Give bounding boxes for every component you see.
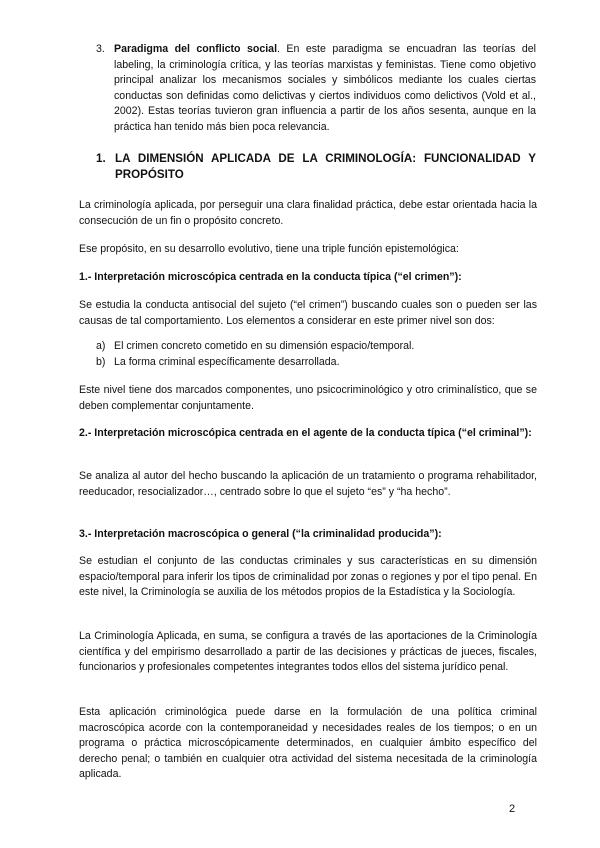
paragraph-macroscopic: Se estudian el conjunto de las conductas criminales y sus características en su dimensión espacio/temporal para inferir los tipos de criminalidad por zonas o regiones y por el tipo penal. En este nivel, la Criminología se auxilia de los métodos propios de la Estadística y la Sociología. — [79, 555, 537, 599]
subheading-2: 2.- Interpretación microscópica centrada en el agente de la conducta típica (“el criminal”): — [79, 427, 532, 439]
list-text: La forma criminal específicamente desarrollada. — [114, 355, 340, 368]
list-marker: a) — [96, 340, 106, 352]
list-text: El crimen concreto cometido en su dimensión espacio/temporal. — [114, 340, 415, 352]
section-heading — [96, 151, 536, 183]
paragraph-components: Este nivel tiene dos marcados componentes, uno psicocriminológico y otro criminalístico, que se deben complementar conjuntamente. — [79, 384, 537, 412]
paragraph-summary: La Criminología Aplicada, en suma, se configura a través de las aportaciones de la Criminología científica y del empirismo desarrollado a partir de las decisiones y prácticas de jueces, fiscales, funcionarios y profesionales competentes integrantes todos ellos del sistema jurídico penal. — [79, 630, 537, 674]
elements-list — [96, 339, 536, 370]
subheading-3: 3.- Interpretación macroscópica o general (“la criminalidad producida”): — [79, 528, 442, 540]
subheading-1: 1.- Interpretación microscópica centrada en la conducta típica (“el crimen”): — [79, 271, 462, 283]
paragraph-criminal: Se analiza al autor del hecho buscando la aplicación de un tratamiento o programa rehabilitador, reeducador, resocializador…, centrado sobre lo que el sujeto “es” y “ha hecho”. — [79, 470, 537, 498]
paradigm-item-3 — [96, 42, 536, 136]
list-marker: b) — [96, 355, 106, 368]
item-number: 3. — [96, 43, 105, 55]
paragraph-crime: Se estudia la conducta antisocial del sujeto (“el crimen”) buscando cuales son o pueden ser las causas de tal comportamiento. Los elementos a considerar en este primer nivel son dos: — [79, 299, 537, 327]
section-title: LA DIMENSIÓN APLICADA DE LA CRIMINOLOGÍA: FUNCIONALIDAD Y PROPÓSITO — [115, 152, 536, 181]
paragraph-application: Esta aplicación criminológica puede darse en la formulación de una política criminal macroscópica acorde con la contemporaneidad y necesidades reales de los tiempos; o en un programa o práctica microscópicamente determinados, en cualquier ámbito específico del derecho penal; o también en cualquier otra actividad del sistema necesitada de la criminología aplicada. — [79, 706, 537, 781]
list-item — [96, 355, 536, 371]
intro-paragraph-1: La criminología aplicada, por perseguir una clara finalidad práctica, debe estar orientada hacia la consecución de un fin o propósito concreto. — [79, 199, 537, 227]
item-title: Paradigma del conflicto social — [114, 43, 278, 55]
page-number: 2 — [509, 803, 516, 815]
list-item — [96, 339, 536, 355]
intro-paragraph-2: Ese propósito, en su desarrollo evolutivo, tiene una triple función epistemológica: — [79, 243, 459, 255]
item-body — [114, 42, 536, 136]
item-text: . En este paradigma se encuadran las teorías del labeling, la criminología crítica, y las teorías marxistas y feministas. Tiene como objetivo principal analizar los mecanismos sociales y simbólicos mediante los cuales ciertas conductas son definidas como delictivas y ciertos individuos como delictivos (Vold et al., 2002). Estas teorías tuvieron gran influencia a partir de los años sesenta, aunque en la práctica han tenido más bien poca relevancia. — [114, 43, 536, 133]
section-number: 1. — [96, 152, 106, 165]
